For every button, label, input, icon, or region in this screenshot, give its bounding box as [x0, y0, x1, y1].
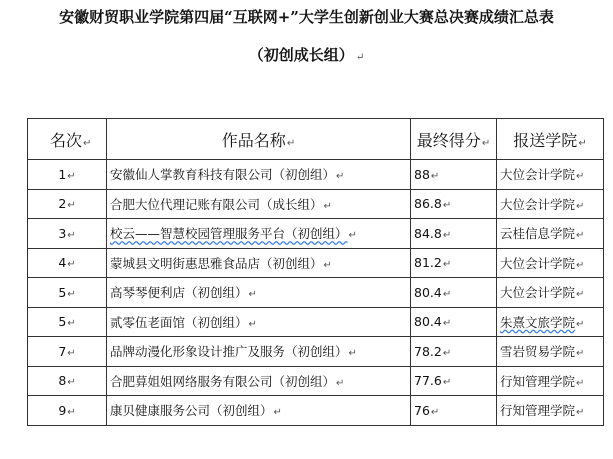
college-value: 大位会计学院: [500, 285, 576, 301]
paragraph-mark-icon: ↵: [67, 170, 76, 182]
table-row: [28, 307, 604, 337]
paragraph-mark-icon: ↵: [576, 407, 585, 419]
work-value: 高琴琴便利店（初创组）: [110, 285, 248, 301]
work-value: 贰零伍老面馆（初创组）: [110, 314, 248, 330]
score-cell: [411, 160, 497, 190]
college-value: 行知管理学院: [500, 403, 576, 419]
work-value: 品牌动漫化形象设计推广及服务（初创组）: [110, 344, 348, 360]
paragraph-mark-icon: ↵: [67, 288, 76, 300]
paragraph-mark-icon: ↵: [442, 318, 452, 330]
paragraph-mark-icon: ↵: [323, 200, 332, 212]
rank-cell: [28, 219, 107, 249]
score-value: 77.6: [414, 373, 442, 389]
paragraph-mark-icon: ↵: [442, 229, 452, 241]
paragraph-mark-icon: ↵: [576, 230, 585, 242]
paragraph-mark-icon: ↵: [336, 171, 345, 183]
work-cell: [107, 278, 411, 308]
college-value: 朱熹文旅学院: [500, 314, 576, 330]
work-cell: [107, 219, 411, 249]
paragraph-mark-icon: ↵: [442, 377, 452, 389]
paragraph-mark-icon: ↵: [348, 230, 357, 242]
paragraph-mark-icon: ↵: [576, 348, 585, 360]
table-row: [28, 248, 604, 278]
paragraph-mark-icon: ↵: [442, 288, 452, 300]
college-cell: [497, 366, 604, 396]
work-cell: [107, 189, 411, 219]
paragraph-mark-icon: ↵: [576, 289, 585, 301]
paragraph-mark-icon: ↵: [67, 406, 76, 418]
paragraph-mark-icon: ↵: [481, 137, 491, 149]
paragraph-mark-icon: ↵: [348, 348, 357, 360]
header-rank-label: 名次: [50, 130, 83, 150]
rank-value: 7: [58, 343, 67, 359]
work-cell: [107, 396, 411, 426]
table-row: [28, 189, 604, 219]
document-title-text: 安徽财贸职业学院第四届“互联网+”大学生创新创业大赛总决赛成绩汇总表: [59, 8, 554, 26]
header-rank: [28, 119, 107, 160]
work-value: 合肥大位代理记账有限公司（成长组）: [110, 196, 323, 212]
college-value: 大位会计学院: [500, 167, 576, 183]
score-value: 86.8: [414, 196, 442, 212]
paragraph-mark-icon: ↵: [67, 347, 76, 359]
college-cell: [497, 248, 604, 278]
college-cell: [497, 219, 604, 249]
score-value: 80.4: [414, 314, 442, 330]
header-score: [411, 119, 497, 160]
score-cell: [411, 337, 497, 367]
work-cell: [107, 248, 411, 278]
college-value: 大位会计学院: [500, 196, 576, 212]
rank-cell: [28, 278, 107, 308]
rank-value: 1: [58, 166, 67, 182]
work-value: 蒙城县文明街惠思雅食品店（初创组）: [110, 255, 323, 271]
paragraph-mark-icon: ↵: [323, 259, 332, 271]
work-value: 康贝健康服务公司（初创组）: [110, 403, 273, 419]
paragraph-mark-icon: ↵: [576, 259, 585, 271]
rank-cell: [28, 248, 107, 278]
college-cell: [497, 337, 604, 367]
score-value: 88: [414, 166, 430, 182]
rank-value: 5: [58, 284, 67, 300]
paragraph-mark-icon: ↵: [273, 407, 282, 419]
score-value: 81.2: [414, 255, 442, 271]
college-cell: [497, 396, 604, 426]
college-value: 大位会计学院: [500, 255, 576, 271]
paragraph-mark-icon: ↵: [442, 347, 452, 359]
header-college-label: 报送学院: [513, 130, 578, 150]
score-value: 80.4: [414, 284, 442, 300]
rank-value: 8: [58, 373, 67, 389]
rank-value: 4: [58, 255, 67, 271]
paragraph-mark-icon: ↵: [576, 171, 585, 183]
score-cell: [411, 396, 497, 426]
paragraph-mark-icon: ↵: [67, 318, 76, 330]
score-cell: [411, 248, 497, 278]
work-cell: [107, 366, 411, 396]
paragraph-mark-icon: ↵: [578, 137, 587, 149]
score-value: 76: [414, 402, 430, 418]
rank-value: 9: [58, 402, 67, 418]
paragraph-mark-icon: ↵: [430, 170, 440, 182]
header-score-label: 最终得分: [416, 130, 481, 150]
document-subtitle: [0, 44, 613, 65]
college-cell: [497, 160, 604, 190]
paragraph-mark-icon: ↵: [442, 200, 452, 212]
rank-value: 2: [58, 196, 67, 212]
table-row: [28, 160, 604, 190]
college-cell: [497, 189, 604, 219]
paragraph-mark-icon: ↵: [83, 137, 92, 149]
paragraph-mark-icon: ↵: [67, 200, 76, 212]
rank-value: 3: [58, 225, 67, 241]
rank-cell: [28, 307, 107, 337]
score-value: 78.2: [414, 343, 442, 359]
results-table: [27, 118, 604, 426]
paragraph-mark-icon: ↵: [248, 318, 257, 330]
work-value: 校云——智慧校园管理服务平台（初创组）: [110, 226, 348, 242]
header-work-label: 作品名称: [221, 130, 286, 150]
rank-cell: [28, 160, 107, 190]
college-cell: [497, 278, 604, 308]
work-cell: [107, 337, 411, 367]
paragraph-mark-icon: ↵: [442, 259, 452, 271]
rank-value: 5: [58, 314, 67, 330]
score-value: 84.8: [414, 225, 442, 241]
score-cell: [411, 189, 497, 219]
paragraph-mark-icon: ↵: [286, 137, 296, 149]
work-cell: [107, 160, 411, 190]
paragraph-mark-icon: ↵: [67, 259, 76, 271]
college-value: 行知管理学院: [500, 373, 576, 389]
paragraph-mark-icon: ↵: [576, 200, 585, 212]
score-cell: [411, 307, 497, 337]
work-cell: [107, 307, 411, 337]
document-subtitle-text: （初创成长组）: [248, 46, 354, 64]
paragraph-mark-icon: ↵: [336, 377, 345, 389]
header-work: [107, 119, 411, 160]
header-college: [497, 119, 604, 160]
rank-cell: [28, 189, 107, 219]
rank-cell: [28, 337, 107, 367]
college-value: 云桂信息学院: [500, 226, 576, 242]
paragraph-mark-icon: ↵: [576, 318, 585, 330]
table-row: [28, 366, 604, 396]
table-row: [28, 337, 604, 367]
score-cell: [411, 219, 497, 249]
paragraph-mark-icon: ↵: [355, 52, 365, 63]
paragraph-mark-icon: ↵: [430, 406, 440, 418]
table-row: [28, 396, 604, 426]
rank-cell: [28, 396, 107, 426]
paragraph-mark-icon: ↵: [67, 229, 76, 241]
paragraph-mark-icon: ↵: [576, 377, 585, 389]
college-value: 雪岩贸易学院: [500, 344, 576, 360]
paragraph-mark-icon: ↵: [248, 289, 257, 301]
document-title: [0, 6, 613, 27]
work-value: 安徽仙人掌教育科技有限公司（初创组）: [110, 167, 336, 183]
score-cell: [411, 366, 497, 396]
table-row: [28, 219, 604, 249]
paragraph-mark-icon: ↵: [67, 377, 76, 389]
work-value: 合肥萛姐姐网络服务有限公司（初创组）: [110, 373, 336, 389]
rank-cell: [28, 366, 107, 396]
score-cell: [411, 278, 497, 308]
college-cell: [497, 307, 604, 337]
table-header-row: [28, 119, 604, 160]
table-row: [28, 278, 604, 308]
